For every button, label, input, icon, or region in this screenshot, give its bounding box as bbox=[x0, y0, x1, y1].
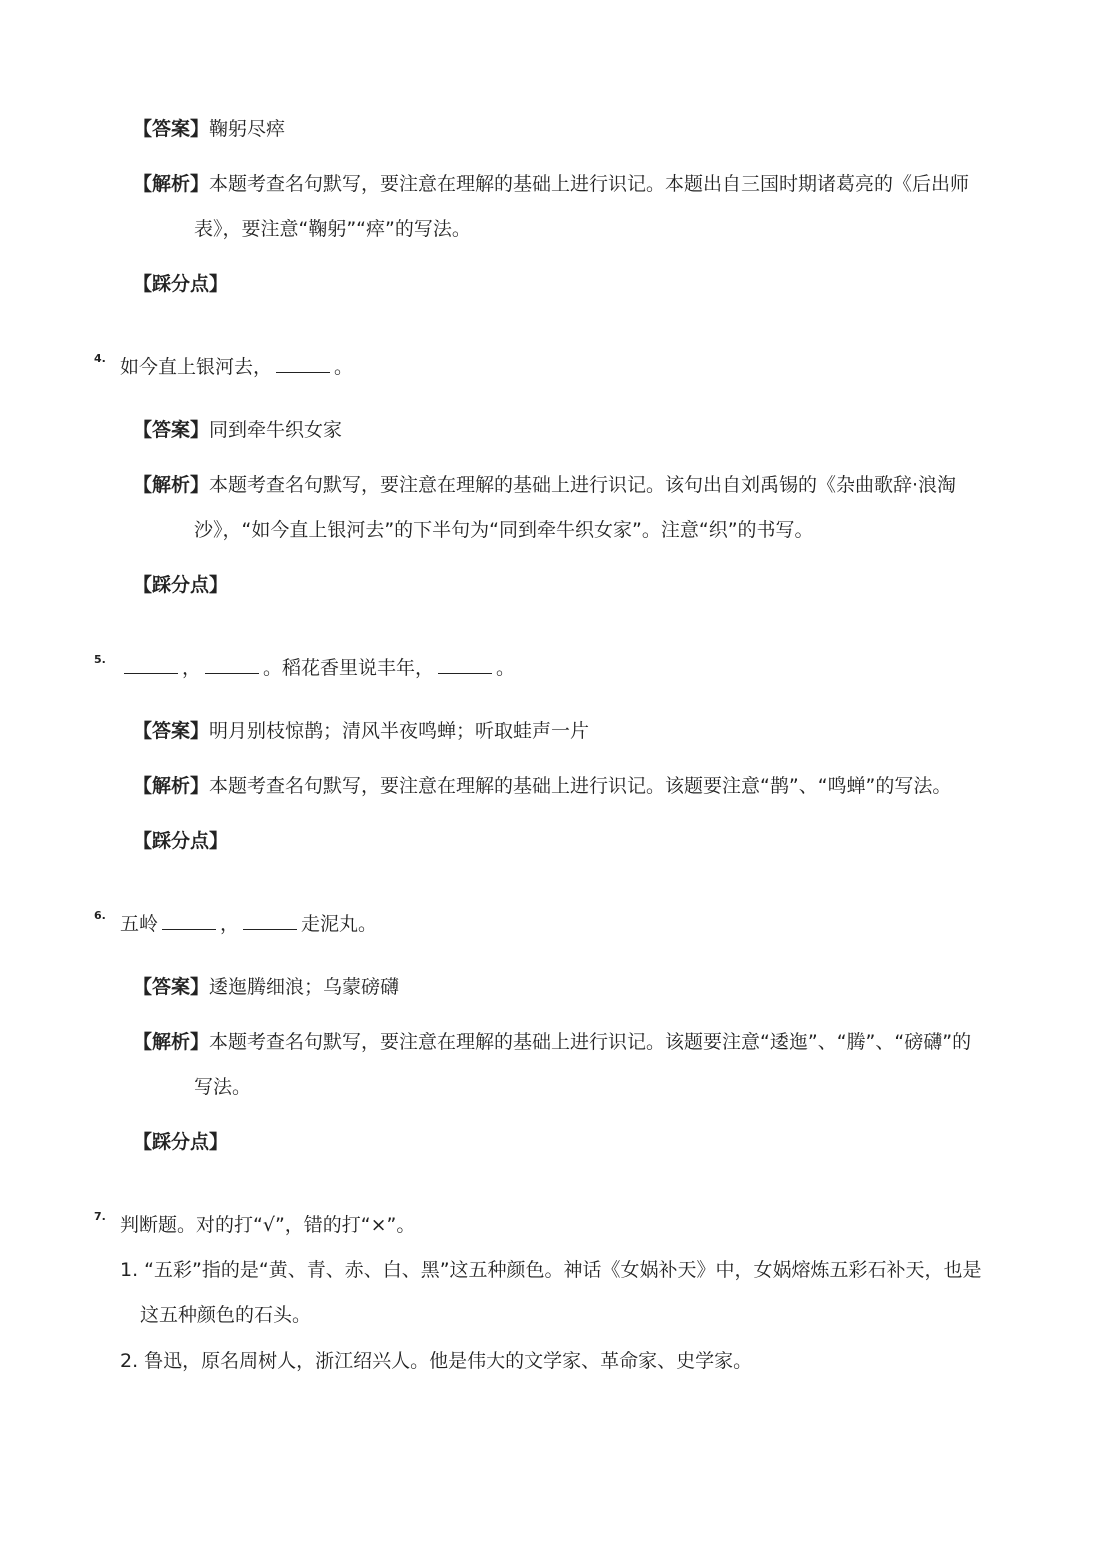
answer-tag: 【答案】 bbox=[133, 720, 210, 742]
fill-blank bbox=[276, 354, 330, 373]
stem-text: 五岭 bbox=[120, 913, 159, 935]
stem-text: 走泥丸。 bbox=[301, 913, 378, 935]
stem-text: ， bbox=[182, 657, 202, 679]
stem-text: 如今直上银河去， bbox=[120, 356, 273, 378]
q4-number: 4. bbox=[94, 352, 106, 365]
q4-stem bbox=[120, 354, 353, 380]
q5-stem bbox=[120, 655, 515, 681]
q7-item-1-line2: 这五种颜色的石头。 bbox=[140, 1304, 312, 1326]
answer-text: 鞠躬尽瘁 bbox=[209, 118, 286, 140]
q3-analysis bbox=[133, 171, 969, 197]
q7-stem: 判断题。对的打“√”，错的打“×”。 bbox=[120, 1214, 416, 1236]
q5-analysis bbox=[133, 773, 951, 799]
analysis-tag: 【解析】 bbox=[133, 173, 210, 195]
fill-blank bbox=[438, 655, 492, 674]
fill-blank bbox=[243, 911, 297, 930]
q3-points: 【踩分点】 bbox=[133, 273, 229, 295]
answer-tag: 【答案】 bbox=[133, 976, 210, 998]
analysis-line: 本题考查名句默写，要注意在理解的基础上进行识记。该句出自刘禹锡的《杂曲歌辞·浪淘 bbox=[209, 474, 957, 496]
answer-text: 明月别枝惊鹊；清风半夜鸣蝉；听取蛙声一片 bbox=[209, 720, 590, 742]
q4-analysis bbox=[133, 472, 956, 498]
q4-points: 【踩分点】 bbox=[133, 574, 229, 596]
q7-number: 7. bbox=[94, 1210, 106, 1223]
answer-tag: 【答案】 bbox=[133, 118, 210, 140]
q5-number: 5. bbox=[94, 653, 106, 666]
q6-points: 【踩分点】 bbox=[133, 1131, 229, 1153]
analysis-tag: 【解析】 bbox=[133, 474, 210, 496]
answer-text: 逶迤腾细浪；乌蒙磅礴 bbox=[209, 976, 400, 998]
fill-blank bbox=[124, 655, 178, 674]
analysis-line: 本题考查名句默写，要注意在理解的基础上进行识记。该题要注意“鹊”、“鸣蝉”的写法。 bbox=[209, 775, 952, 797]
analysis-tag: 【解析】 bbox=[133, 1031, 210, 1053]
fill-blank bbox=[162, 911, 216, 930]
stem-text: ， bbox=[220, 913, 240, 935]
analysis-line: 本题考查名句默写，要注意在理解的基础上进行识记。该题要注意“逶迤”、“腾”、“磅礴”的 bbox=[209, 1031, 972, 1053]
q4-answer bbox=[133, 417, 342, 443]
analysis-line: 本题考查名句默写，要注意在理解的基础上进行识记。本题出自三国时期诸葛亮的《后出师 bbox=[209, 173, 970, 195]
stem-text: 。 bbox=[496, 657, 516, 679]
q5-points: 【踩分点】 bbox=[133, 830, 229, 852]
q7-item-2: 2. 鲁迅，原名周树人，浙江绍兴人。他是伟大的文学家、革命家、史学家。 bbox=[120, 1350, 753, 1372]
stem-text: 。 bbox=[334, 356, 354, 378]
answer-tag: 【答案】 bbox=[133, 419, 210, 441]
q6-number: 6. bbox=[94, 909, 106, 922]
q6-stem bbox=[120, 911, 377, 937]
q6-analysis-line2: 写法。 bbox=[194, 1076, 252, 1098]
q3-analysis-line2: 表》，要注意“鞠躬”“瘁”的写法。 bbox=[194, 218, 471, 240]
analysis-tag: 【解析】 bbox=[133, 775, 210, 797]
q6-answer bbox=[133, 974, 399, 1000]
q6-analysis bbox=[133, 1029, 971, 1055]
stem-text: 。稻花香里说丰年， bbox=[263, 657, 435, 679]
q7-item-1: 1. “五彩”指的是“黄、青、赤、白、黑”这五种颜色。神话《女娲补天》中，女娲熔炼五彩石补天，也是 bbox=[120, 1259, 982, 1281]
q3-answer bbox=[133, 116, 285, 142]
q4-analysis-line2: 沙》，“如今直上银河去”的下半句为“同到牵牛织女家”。注意“织”的书写。 bbox=[194, 519, 814, 541]
q5-answer bbox=[133, 718, 589, 744]
fill-blank bbox=[205, 655, 259, 674]
answer-text: 同到牵牛织女家 bbox=[209, 419, 343, 441]
